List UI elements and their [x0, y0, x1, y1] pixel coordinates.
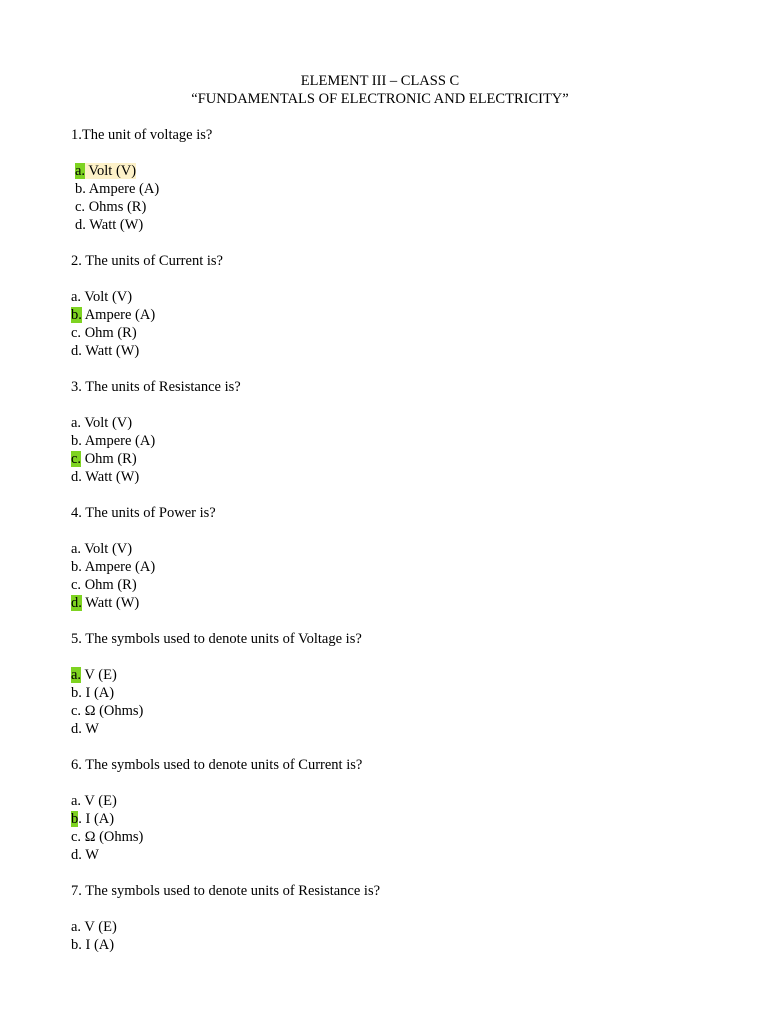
- document-header: [71, 72, 689, 108]
- answer-letter-highlighted: a.: [75, 163, 86, 179]
- option-letter: a.: [71, 919, 82, 935]
- option-letter: c.: [71, 829, 82, 845]
- option-c: [71, 828, 691, 846]
- question-text: 1.The unit of voltage is?: [71, 127, 213, 143]
- option-letter: c.: [71, 577, 82, 593]
- option-a: [71, 414, 691, 432]
- option-a: [71, 162, 691, 180]
- option-text: . I (A): [78, 811, 115, 827]
- option-letter: b.: [71, 559, 82, 575]
- option-text: Volt (V): [81, 541, 133, 557]
- header-title: ELEMENT III – CLASS C: [300, 73, 460, 89]
- option-text: Ω (Ohms): [81, 703, 144, 719]
- answer-letter-highlighted: c.: [71, 451, 82, 467]
- option-text: Ampere (A): [81, 559, 156, 575]
- option-letter: a.: [71, 415, 82, 431]
- option-d: [71, 720, 691, 738]
- question-text: 3. The units of Resistance is?: [71, 379, 241, 395]
- option-b: [71, 810, 691, 828]
- option-text: I (A): [81, 937, 115, 953]
- option-text: Ohm (R): [81, 325, 137, 341]
- option-letter: c.: [71, 703, 82, 719]
- option-letter: d.: [71, 469, 82, 485]
- option-text: Ohm (R): [81, 451, 137, 467]
- answer-letter-highlighted: b.: [71, 307, 82, 323]
- question-text: 4. The units of Power is?: [71, 505, 216, 521]
- option-b: [71, 684, 691, 702]
- option-c: [71, 576, 691, 594]
- option-text: V (E): [81, 667, 117, 683]
- option-text: Watt (W): [81, 343, 140, 359]
- option-letter: c.: [75, 199, 86, 215]
- option-b: [71, 432, 691, 450]
- option-text: Volt (V): [81, 289, 133, 305]
- option-letter: d.: [71, 847, 82, 863]
- option-text: W: [81, 847, 99, 863]
- option-letter: c.: [71, 325, 82, 341]
- option-b: [71, 558, 691, 576]
- option-text: Volt (V): [81, 415, 133, 431]
- question-text: 7. The symbols used to denote units of Resistance is?: [71, 883, 381, 899]
- option-letter: b.: [71, 433, 82, 449]
- question-1: [71, 126, 691, 234]
- option-c: [71, 450, 691, 468]
- header-subtitle: “FUNDAMENTALS OF ELECTRONIC AND ELECTRICITY”: [191, 91, 569, 107]
- option-text: Watt (W): [81, 469, 140, 485]
- answer-letter-highlighted: d.: [71, 595, 82, 611]
- option-letter: d.: [75, 217, 86, 233]
- option-text: V (E): [81, 919, 117, 935]
- option-a: [71, 792, 691, 810]
- option-a: [71, 540, 691, 558]
- question-text: 6. The symbols used to denote units of Current is?: [71, 757, 363, 773]
- option-d: [71, 216, 691, 234]
- option-text: V (E): [81, 793, 117, 809]
- option-d: [71, 846, 691, 864]
- option-b: [71, 306, 691, 324]
- option-c: [71, 324, 691, 342]
- option-letter: b.: [71, 685, 82, 701]
- question-text: 5. The symbols used to denote units of Voltage is?: [71, 631, 362, 647]
- question-7: [71, 882, 691, 954]
- option-letter: d.: [71, 343, 82, 359]
- option-d: [71, 342, 691, 360]
- option-text: Ampere (A): [81, 433, 156, 449]
- option-d: [71, 594, 691, 612]
- answer-letter-highlighted: b: [71, 811, 79, 827]
- option-text: Watt (W): [85, 217, 144, 233]
- option-text: Ω (Ohms): [81, 829, 144, 845]
- option-b: [71, 936, 691, 954]
- question-2: [71, 252, 691, 360]
- option-text: Watt (W): [81, 595, 140, 611]
- question-3: [71, 378, 691, 486]
- option-letter: a.: [71, 541, 82, 557]
- option-letter: a.: [71, 793, 82, 809]
- option-text: I (A): [81, 685, 115, 701]
- option-text: Ampere (A): [85, 181, 160, 197]
- option-letter: b.: [71, 937, 82, 953]
- answer-text-highlighted: Volt (V): [85, 163, 137, 179]
- option-d: [71, 468, 691, 486]
- option-letter: a.: [71, 289, 82, 305]
- option-text: Ohm (R): [81, 577, 137, 593]
- question-text: 2. The units of Current is?: [71, 253, 223, 269]
- option-a: [71, 288, 691, 306]
- option-c: [71, 702, 691, 720]
- option-letter: d.: [71, 721, 82, 737]
- option-text: Ohms (R): [85, 199, 147, 215]
- question-4: [71, 504, 691, 612]
- option-text: Ampere (A): [81, 307, 156, 323]
- option-c: [71, 198, 691, 216]
- option-a: [71, 666, 691, 684]
- question-5: [71, 630, 691, 738]
- answer-letter-highlighted: a.: [71, 667, 82, 683]
- document-page: [71, 72, 691, 954]
- option-letter: b.: [75, 181, 86, 197]
- option-b: [71, 180, 691, 198]
- question-6: [71, 756, 691, 864]
- option-text: W: [81, 721, 99, 737]
- option-a: [71, 918, 691, 936]
